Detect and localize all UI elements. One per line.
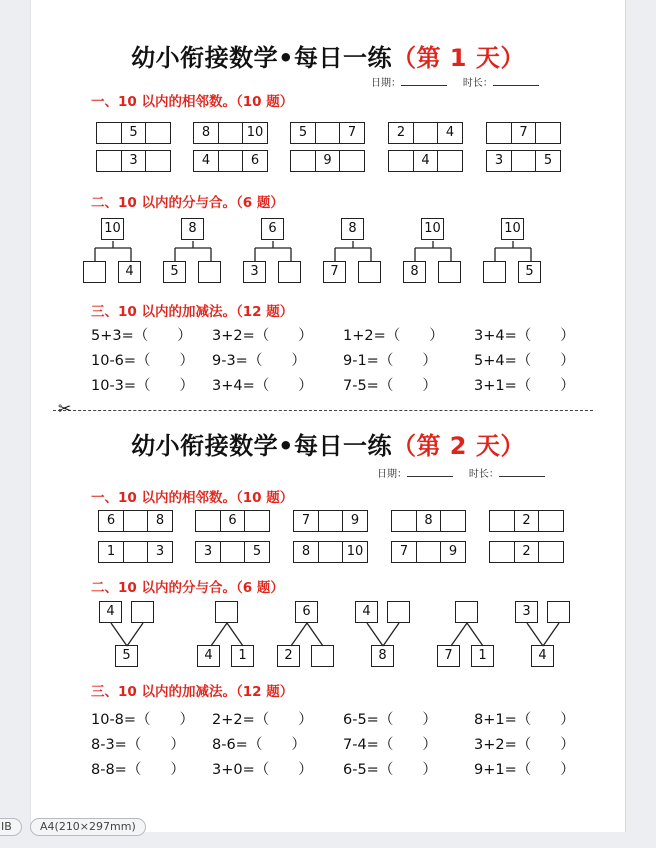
number-box: 4 [355, 601, 378, 623]
number-box: 1 [231, 645, 254, 667]
number-box: 8 [403, 261, 426, 283]
neighbor-cell: 4 [413, 150, 439, 172]
connector-line [367, 623, 383, 646]
day2-title-day: （第 2 天） [391, 432, 525, 460]
number-box: 4 [99, 601, 122, 623]
day1-section2-title: 二、10 以内的分与合。（6 题） [91, 195, 284, 211]
connector-line [127, 623, 143, 646]
equation[interactable]: 3+4=（ ） [212, 378, 313, 394]
neighbor-cell: 6 [220, 510, 246, 532]
number-box: 4 [531, 645, 554, 667]
day2-section1-title: 一、10 以内的相邻数。（10 题） [91, 490, 294, 506]
status-left-pill[interactable]: IB [0, 818, 22, 836]
connector-line [383, 623, 399, 646]
number-box: 5 [115, 645, 138, 667]
day1-title-day: （第 1 天） [391, 44, 525, 72]
number-box: 10 [101, 218, 124, 240]
neighbor-cell: 8 [147, 510, 173, 532]
neighbor-cell: 9 [315, 150, 341, 172]
neighbor-cell: 5 [535, 150, 561, 172]
number-box: 10 [421, 218, 444, 240]
neighbor-cell: 5 [244, 541, 270, 563]
day1-duration-label: 时长： [462, 78, 493, 89]
equation[interactable]: 3+0=（ ） [212, 762, 313, 778]
neighbor-cell: 3 [195, 541, 221, 563]
neighbor-cell: 9 [440, 541, 466, 563]
equation[interactable]: 7-4=（ ） [343, 737, 437, 753]
number-box: 7 [437, 645, 460, 667]
neighbor-cell: 8 [293, 541, 319, 563]
equation[interactable]: 5+3=（ ） [91, 328, 192, 344]
day2-duration-label: 时长： [468, 469, 499, 480]
number-box: 3 [515, 601, 538, 623]
number-box: 6 [295, 601, 318, 623]
number-box: 3 [243, 261, 266, 283]
number-box: 7 [323, 261, 346, 283]
equation[interactable]: 6-5=（ ） [343, 712, 437, 728]
equation[interactable]: 5+4=（ ） [474, 353, 575, 369]
equation[interactable]: 8-8=（ ） [91, 762, 185, 778]
number-box: 2 [277, 645, 300, 667]
neighbor-cell: 4 [437, 122, 463, 144]
number-box: 8 [371, 645, 394, 667]
neighbor-cell: 5 [121, 122, 147, 144]
number-box: 4 [118, 261, 141, 283]
connector-line [291, 623, 307, 646]
neighbor-cell: 9 [342, 510, 368, 532]
equation[interactable]: 3+2=（ ） [474, 737, 575, 753]
worksheet-page [30, 0, 626, 832]
number-box: 8 [341, 218, 364, 240]
equation[interactable]: 6-5=（ ） [343, 762, 437, 778]
neighbor-cell: 8 [193, 122, 219, 144]
neighbor-cell: 2 [388, 122, 414, 144]
connector-line [211, 623, 227, 646]
connector-line [451, 623, 467, 646]
neighbor-cell: 5 [290, 122, 316, 144]
day1-section1-title: 一、10 以内的相邻数。（10 题） [91, 94, 294, 110]
neighbor-cell: 7 [511, 122, 537, 144]
number-box: 6 [261, 218, 284, 240]
neighbor-cell: 6 [242, 150, 268, 172]
day2-title-main: 幼小衔接数学•每日一练 [131, 432, 392, 460]
neighbor-cell: 2 [514, 541, 540, 563]
neighbor-cell: 8 [416, 510, 442, 532]
neighbor-cell: 6 [98, 510, 124, 532]
day1-section3-title: 三、10 以内的加减法。（12 题） [91, 304, 294, 320]
connector-line [227, 623, 243, 646]
number-box: 1 [471, 645, 494, 667]
number-box: 4 [197, 645, 220, 667]
neighbor-cell: 10 [342, 541, 368, 563]
number-box: 10 [501, 218, 524, 240]
neighbor-cell: 4 [193, 150, 219, 172]
page-size-pill[interactable]: A4(210×297mm) [30, 818, 146, 836]
equation[interactable]: 9+1=（ ） [474, 762, 575, 778]
number-box: 5 [163, 261, 186, 283]
day1-title-main: 幼小衔接数学•每日一练 [131, 44, 392, 72]
equation[interactable]: 10-8=（ ） [91, 712, 195, 728]
equation[interactable]: 8-6=（ ） [212, 737, 306, 753]
equation[interactable]: 3+2=（ ） [212, 328, 313, 344]
equation[interactable]: 1+2=（ ） [343, 328, 444, 344]
equation[interactable]: 8+1=（ ） [474, 712, 575, 728]
neighbor-cell: 3 [486, 150, 512, 172]
neighbor-cell: 3 [121, 150, 147, 172]
neighbor-cell: 10 [242, 122, 268, 144]
day2-section3-title: 三、10 以内的加减法。（12 题） [91, 684, 294, 700]
connector-line [307, 623, 323, 646]
equation[interactable]: 8-3=（ ） [91, 737, 185, 753]
day2-section2-title: 二、10 以内的分与合。（6 题） [91, 580, 284, 596]
number-box: 8 [181, 218, 204, 240]
equation[interactable]: 9-1=（ ） [343, 353, 437, 369]
neighbor-cell: 2 [514, 510, 540, 532]
equation[interactable]: 7-5=（ ） [343, 378, 437, 394]
neighbor-cell: 3 [147, 541, 173, 563]
connector-line [527, 623, 543, 646]
scissors-icon: ✂ [58, 399, 72, 418]
number-box: 5 [518, 261, 541, 283]
connector-line [467, 623, 483, 646]
equation[interactable]: 10-3=（ ） [91, 378, 195, 394]
equation[interactable]: 3+1=（ ） [474, 378, 575, 394]
connector-line [111, 623, 127, 646]
equation[interactable]: 10-6=（ ） [91, 353, 195, 369]
day2-date-label: 日期： [377, 469, 407, 480]
neighbor-cell: 7 [391, 541, 417, 563]
neighbor-cell: 7 [339, 122, 365, 144]
connector-line [543, 623, 559, 646]
equation[interactable]: 3+4=（ ） [474, 328, 575, 344]
equation[interactable]: 2+2=（ ） [212, 712, 313, 728]
neighbor-cell: 7 [293, 510, 319, 532]
equation[interactable]: 9-3=（ ） [212, 353, 306, 369]
neighbor-cell: 1 [98, 541, 124, 563]
day1-date-label: 日期： [371, 78, 401, 89]
